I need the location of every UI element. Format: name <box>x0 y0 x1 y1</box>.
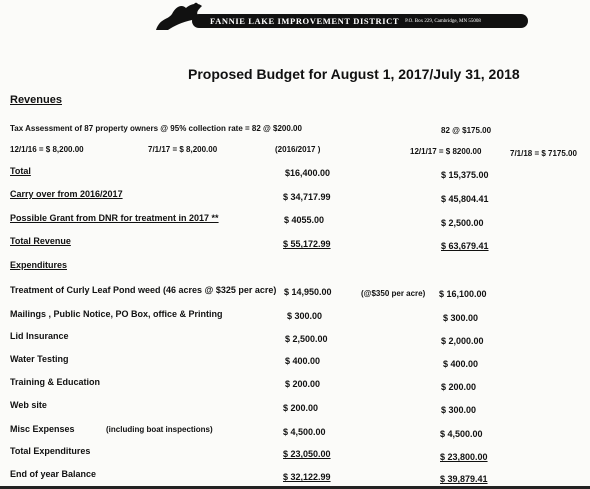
assessment-date-1: 12/1/16 = $ 8,200.00 <box>10 145 84 154</box>
assessment-date-2: 7/1/17 = $ 8,200.00 <box>148 145 218 154</box>
expense-row-note: (including boat inspections) <box>106 425 213 434</box>
revenue-row-label: Total Revenue <box>10 236 71 246</box>
revenue-row-value-2017: $ 55,172.99 <box>283 239 331 249</box>
expense-row-label: Training & Education <box>10 377 101 387</box>
expense-row-value-2018: $ 300.00 <box>441 405 477 415</box>
expense-row-label: Misc Expenses <box>10 424 75 434</box>
expense-row-note-2018: (@$350 per acre) <box>361 289 426 298</box>
expense-row-value-2017: $ 23,050.00 <box>283 449 331 459</box>
expense-row-value-2018: $ 16,100.00 <box>439 289 487 299</box>
page-title: Proposed Budget for August 1, 2017/July 31, 2018 <box>188 66 520 82</box>
expense-row-label: Mailings , Public Notice, PO Box, office & Printing <box>10 309 223 319</box>
expense-row-value-2017: $ 200.00 <box>283 403 319 413</box>
letterhead <box>152 0 530 34</box>
fiscal-year-label: (2016/2017 ) <box>275 145 321 154</box>
expense-row-label: Water Testing <box>10 354 69 364</box>
expense-row-value-2017: $ 32,122.99 <box>283 472 331 482</box>
revenue-row-label: Total <box>10 166 31 176</box>
expense-row-value-2018: $ 4,500.00 <box>440 429 483 439</box>
letterhead-banner <box>192 14 528 28</box>
expense-row-label: Treatment of Curly Leaf Pond weed (46 acres @ $325 per acre) <box>10 285 277 295</box>
org-address: P.O. Box 229, Cambridge, MN 55008 <box>405 18 481 24</box>
expense-row-value-2017: $ 4,500.00 <box>283 427 326 437</box>
org-name: FANNIE LAKE IMPROVEMENT DISTRICT <box>210 16 400 26</box>
expense-row-value-2017: $ 2,500.00 <box>285 334 328 344</box>
expense-row-value-2018: $ 200.00 <box>441 382 477 392</box>
expense-row-label: Total Expenditures <box>10 446 91 456</box>
expense-row-label: End of year Balance <box>10 469 97 479</box>
revenue-row-value-2017: $16,400.00 <box>285 168 331 178</box>
expense-row-value-2018: $ 400.00 <box>443 359 479 369</box>
expense-row-value-2018: $ 300.00 <box>443 313 479 323</box>
expense-row-value-2018: $ 23,800.00 <box>440 452 488 462</box>
expense-row-value-2017: $ 300.00 <box>287 311 323 321</box>
expense-row-value-2018: $ 39,879.41 <box>440 474 488 484</box>
revenue-row-label: Possible Grant from DNR for treatment in 2017 ** <box>10 213 219 223</box>
expense-row-label: Web site <box>10 400 47 410</box>
expense-row-value-2017: $ 200.00 <box>285 379 321 389</box>
expenditures-heading: Expenditures <box>10 260 68 270</box>
tax-assessment-new: 82 @ $175.00 <box>441 126 492 135</box>
revenue-row-value-2018: $ 2,500.00 <box>441 218 484 228</box>
expense-row-value-2018: $ 2,000.00 <box>441 336 484 346</box>
assessment-date-4: 7/1/18 = $ 7175.00 <box>510 149 577 158</box>
revenue-row-value-2018: $ 63,679.41 <box>441 241 489 251</box>
revenue-row-value-2017: $ 4055.00 <box>284 215 325 225</box>
revenue-row-label: Carry over from 2016/2017 <box>10 189 123 199</box>
expense-row-value-2017: $ 14,950.00 <box>284 287 332 297</box>
expense-row-value-2017: $ 400.00 <box>285 356 321 366</box>
tax-assessment-line: Tax Assessment of 87 property owners @ 95% collection rate = 82 @ $200.00 <box>10 124 302 133</box>
revenue-row-value-2017: $ 34,717.99 <box>283 192 331 202</box>
revenue-row-value-2018: $ 45,804.41 <box>441 194 489 204</box>
revenues-heading: Revenues <box>10 94 62 106</box>
revenue-row-value-2018: $ 15,375.00 <box>441 170 489 180</box>
expense-row-label: Lid Insurance <box>10 331 69 341</box>
assessment-date-3: 12/1/17 = $ 8200.00 <box>410 147 482 156</box>
